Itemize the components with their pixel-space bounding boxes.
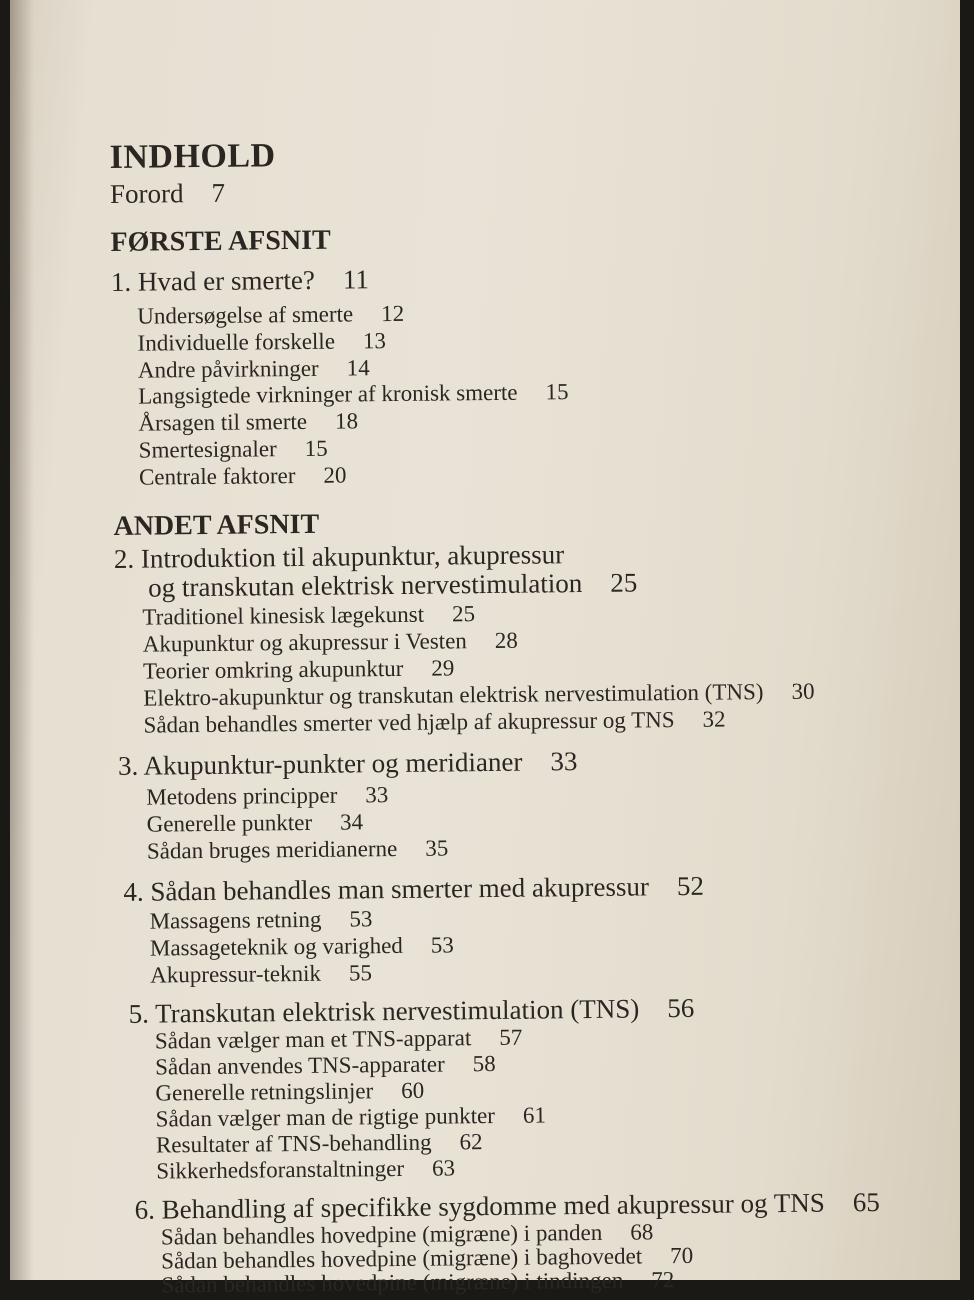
chapter-number: 5. xyxy=(128,998,150,1029)
chapter-title: Behandling af specifikke sygdomme med akupressur og TNS xyxy=(161,1187,825,1225)
page-number: 14 xyxy=(346,355,370,381)
chapter-number: 2. xyxy=(113,543,135,574)
toc-entry xyxy=(143,655,455,684)
toc-entry xyxy=(156,1155,455,1184)
page-number: 20 xyxy=(323,462,347,488)
page-number: 63 xyxy=(431,1155,456,1181)
entry-label: Teorier omkring akupunktur xyxy=(142,655,404,684)
page-number: 58 xyxy=(472,1050,496,1077)
toc-entry xyxy=(142,601,475,630)
chapter-title: Hvad er smerte? xyxy=(137,264,316,297)
toc-entry xyxy=(137,328,386,357)
toc-entry xyxy=(138,355,370,383)
chapter-number: 6. xyxy=(134,1194,156,1225)
entry-label: Akupressur-teknik xyxy=(150,960,322,988)
entry-label: Sådan behandles hovedpine (migræne) i panden xyxy=(160,1219,603,1250)
entry-label: Generelle retningslinjer xyxy=(155,1078,374,1106)
toc-entry xyxy=(138,408,358,436)
page-number: 53 xyxy=(349,906,373,932)
page-number: 55 xyxy=(348,960,373,986)
entry-label: Traditionel kinesisk lægekunst xyxy=(142,601,425,630)
entry-label: Sådan behandles smerter ved hjælp af akupressur og TNS xyxy=(143,707,675,738)
toc-entry xyxy=(155,1025,523,1055)
page-number: 11 xyxy=(342,264,370,295)
section-heading: ANDET AFSNIT xyxy=(113,508,320,542)
entry-label: Elektro-akupunktur og transkutan elektrisk nervestimulation (TNS) xyxy=(143,679,764,711)
toc-entry xyxy=(150,906,373,934)
page-number: 28 xyxy=(494,627,518,653)
toc-entry xyxy=(143,707,725,739)
page-number: 68 xyxy=(630,1219,654,1245)
page-number: 57 xyxy=(499,1024,523,1050)
chapter-title: Sådan behandles man smerter med akupressur xyxy=(150,871,650,907)
entry-label: Centrale faktorer xyxy=(138,463,296,490)
book-page xyxy=(10,0,960,1298)
page-number: 12 xyxy=(381,300,405,327)
entry-label: Massageteknik og varighed xyxy=(149,932,403,961)
chapter-title: Transkutan elektrisk nervestimulation (TNS) xyxy=(154,993,640,1029)
entry-label: Individuelle forskelle xyxy=(137,328,336,356)
chapter-entry-continued xyxy=(148,567,637,603)
entry-label: Generelle punkter xyxy=(146,809,313,837)
entry-label: Langsigtede virkninger af kronisk smerte xyxy=(138,379,518,409)
entry-label: Massagens retning xyxy=(149,906,322,934)
page-number: 70 xyxy=(670,1242,694,1269)
entry-label: Undersøgelse af smerte xyxy=(137,301,354,329)
entry-label: Sådan bruges meridianerne xyxy=(146,835,398,864)
entry-label: Sådan behandles hovedpine (migræne) i tindingen xyxy=(161,1267,624,1298)
page-number: 33 xyxy=(365,782,389,808)
entry-label: Forord xyxy=(109,178,184,209)
toc-entry xyxy=(139,436,328,464)
chapter-number: 4. xyxy=(123,876,144,907)
entry-label: Smertesignaler xyxy=(138,436,277,463)
chapter-entry xyxy=(123,871,704,908)
page-number: 29 xyxy=(431,655,455,681)
toc-entry xyxy=(147,809,364,837)
toc-entry xyxy=(147,835,449,864)
page-number: 56 xyxy=(667,992,695,1024)
chapter-title: Introduktion til akupunktur, akupressur xyxy=(140,539,565,574)
foreword-entry xyxy=(110,178,225,210)
chapter-entry xyxy=(128,993,694,1030)
page-number: 13 xyxy=(362,328,387,354)
chapter-number: 1. xyxy=(110,266,132,297)
entry-label: Sådan behandles hovedpine (migræne) i baghovedet xyxy=(161,1243,643,1274)
chapter-entry xyxy=(111,264,369,298)
entry-label: Akupunktur og akupressur i Vesten xyxy=(142,628,467,657)
toc-entry xyxy=(138,379,569,410)
page-number: 61 xyxy=(522,1102,547,1128)
entry-label: Sådan vælger man de rigtige punkter xyxy=(155,1102,496,1132)
page-number: 52 xyxy=(676,870,705,902)
page-number: 25 xyxy=(451,601,476,627)
page-number: 35 xyxy=(425,835,449,861)
toc-entry xyxy=(155,1051,496,1081)
page-number: 72 xyxy=(651,1267,675,1293)
page-number: 34 xyxy=(339,809,364,835)
entry-label: Sikkerhedsforanstaltninger xyxy=(156,1155,405,1184)
chapter-title: Akupunktur-punkter og meridianer xyxy=(143,746,523,781)
page-title: INDHOLD xyxy=(109,137,276,176)
page-number: 53 xyxy=(430,932,454,958)
page-number: 7 xyxy=(211,177,226,208)
page-number: 15 xyxy=(304,435,328,461)
page-number: 15 xyxy=(545,379,569,405)
entry-label: Andre påvirkninger xyxy=(137,355,319,383)
toc-entry xyxy=(161,1267,674,1298)
toc-entry xyxy=(137,301,404,330)
page-number: 25 xyxy=(610,567,638,598)
toc-entry xyxy=(150,960,372,988)
toc-entry xyxy=(139,463,347,491)
entry-label: Sådan anvendes TNS-apparater xyxy=(155,1051,445,1080)
page-number: 33 xyxy=(550,746,578,777)
toc-entry xyxy=(155,1078,424,1107)
page-number: 60 xyxy=(401,1077,425,1103)
entry-label: Metodens principper xyxy=(146,782,338,810)
page-number: 32 xyxy=(702,706,726,732)
chapter-title: og transkutan elektrisk nervestimulation xyxy=(148,568,583,603)
entry-label: Årsagen til smerte xyxy=(138,408,308,436)
chapter-entry xyxy=(118,746,578,782)
table-of-contents xyxy=(10,0,973,1298)
page-number: 65 xyxy=(852,1186,880,1218)
page-number: 18 xyxy=(334,408,359,434)
section-heading: FØRSTE AFSNIT xyxy=(110,224,331,258)
entry-label: Resultater af TNS-behandling xyxy=(155,1129,432,1158)
toc-entry xyxy=(156,1129,483,1158)
entry-label: Sådan vælger man et TNS-apparat xyxy=(154,1025,472,1054)
chapter-number: 3. xyxy=(117,750,139,781)
toc-entry xyxy=(150,932,454,961)
toc-entry xyxy=(156,1102,546,1132)
page-number: 62 xyxy=(459,1129,483,1155)
toc-entry xyxy=(143,628,518,658)
page-number: 30 xyxy=(791,678,815,704)
toc-entry xyxy=(146,782,388,811)
